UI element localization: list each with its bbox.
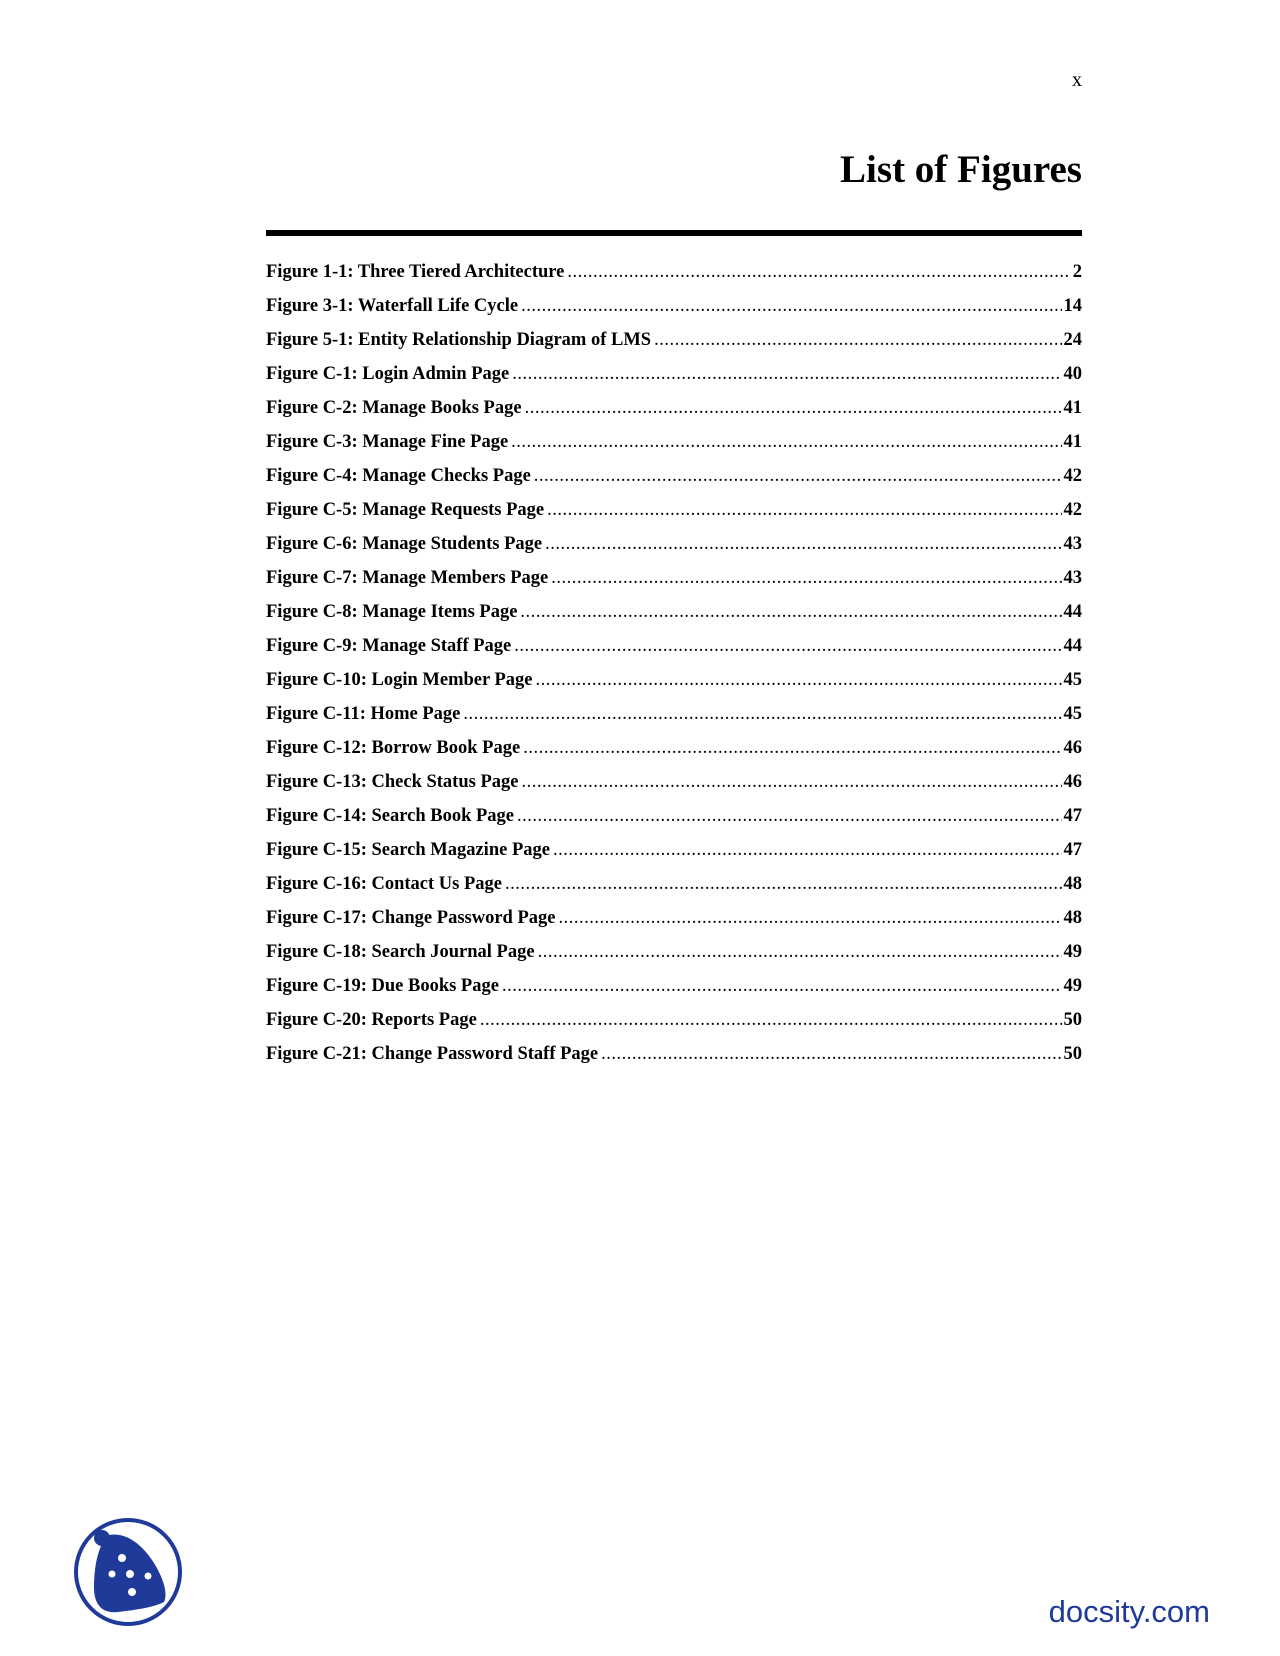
figure-entry[interactable] xyxy=(266,976,1082,1010)
dot-leader xyxy=(601,1044,1061,1065)
figure-entry-label: Figure C-5: Manage Requests Page xyxy=(266,500,545,520)
figure-entry-page: 44 xyxy=(1063,636,1082,656)
dot-leader xyxy=(521,772,1061,793)
logo-dot xyxy=(128,1588,136,1596)
figure-entry-page: 43 xyxy=(1063,568,1082,588)
figure-entry-page: 49 xyxy=(1063,976,1082,996)
figure-entry-page: 24 xyxy=(1063,330,1082,350)
dot-leader xyxy=(538,942,1062,963)
figure-entry-label: Figure 5-1: Entity Relationship Diagram of LMS xyxy=(266,330,652,350)
figure-entry-label: Figure C-7: Manage Members Page xyxy=(266,568,549,588)
figure-entry-page: 50 xyxy=(1063,1044,1082,1064)
dot-leader xyxy=(534,466,1062,487)
dot-leader xyxy=(654,330,1061,351)
dot-leader xyxy=(567,262,1070,283)
dot-leader xyxy=(502,976,1062,997)
figure-entry-page: 14 xyxy=(1063,296,1082,316)
figure-entry[interactable] xyxy=(266,432,1082,466)
figure-entry[interactable] xyxy=(266,296,1082,330)
dot-leader xyxy=(514,636,1061,657)
site-name[interactable]: docsity.com xyxy=(1048,1594,1210,1629)
dot-leader xyxy=(521,296,1061,317)
figure-entry[interactable] xyxy=(266,568,1082,602)
figure-entry-label: Figure C-8: Manage Items Page xyxy=(266,602,518,622)
figure-entry[interactable] xyxy=(266,602,1082,636)
dot-leader xyxy=(520,602,1061,623)
figure-entry-label: Figure C-20: Reports Page xyxy=(266,1010,477,1030)
figure-entry[interactable] xyxy=(266,670,1082,704)
figure-entry-page: 47 xyxy=(1063,840,1082,860)
figure-entry-page: 45 xyxy=(1063,670,1082,690)
dot-leader xyxy=(551,568,1061,589)
dot-leader xyxy=(480,1010,1062,1031)
dot-leader xyxy=(517,806,1061,827)
figure-entry-label: Figure C-15: Search Magazine Page xyxy=(266,840,550,860)
figure-entry-label: Figure C-11: Home Page xyxy=(266,704,461,724)
figure-entry-label: Figure C-13: Check Status Page xyxy=(266,772,519,792)
figure-entry-label: Figure C-18: Search Journal Page xyxy=(266,942,535,962)
logo-knob xyxy=(94,1530,110,1546)
figure-entry-label: Figure C-3: Manage Fine Page xyxy=(266,432,509,452)
title-divider xyxy=(266,230,1082,236)
dot-leader xyxy=(536,670,1062,691)
dot-leader xyxy=(545,534,1061,555)
figure-entry-page: 42 xyxy=(1063,466,1082,486)
logo-dot xyxy=(126,1570,134,1578)
figure-entry[interactable] xyxy=(266,874,1082,908)
figure-entry[interactable] xyxy=(266,534,1082,568)
figure-entry-label: Figure 1-1: Three Tiered Architecture xyxy=(266,262,565,282)
logo-dot xyxy=(145,1573,152,1580)
figure-entry-label: Figure C-17: Change Password Page xyxy=(266,908,556,928)
figure-entry[interactable] xyxy=(266,364,1082,398)
figure-entry[interactable] xyxy=(266,1010,1082,1044)
figure-entry[interactable] xyxy=(266,262,1082,296)
figure-entry-label: Figure C-16: Contact Us Page xyxy=(266,874,503,894)
figure-entry[interactable] xyxy=(266,908,1082,942)
figure-entry[interactable] xyxy=(266,1044,1082,1078)
figure-entry-page: 2 xyxy=(1072,262,1082,282)
figure-entry-page: 49 xyxy=(1063,942,1082,962)
figure-entry[interactable] xyxy=(266,806,1082,840)
dot-leader xyxy=(553,840,1062,861)
logo-dot xyxy=(118,1554,126,1562)
dot-leader xyxy=(523,738,1061,759)
figure-entry-label: Figure C-14: Search Book Page xyxy=(266,806,515,826)
figure-entry-page: 48 xyxy=(1063,874,1082,894)
figure-entry[interactable] xyxy=(266,398,1082,432)
figure-entry[interactable] xyxy=(266,942,1082,976)
figure-entry-page: 45 xyxy=(1063,704,1082,724)
figure-entry[interactable] xyxy=(266,636,1082,670)
figure-entry[interactable] xyxy=(266,330,1082,364)
figure-entry-label: Figure C-4: Manage Checks Page xyxy=(266,466,531,486)
figure-entry[interactable] xyxy=(266,466,1082,500)
dot-leader xyxy=(463,704,1061,725)
figure-entry-label: Figure C-9: Manage Staff Page xyxy=(266,636,512,656)
figure-entry-page: 46 xyxy=(1063,738,1082,758)
figure-entry-label: Figure C-19: Due Books Page xyxy=(266,976,499,996)
dot-leader xyxy=(525,398,1062,419)
figure-entry[interactable] xyxy=(266,840,1082,874)
figure-entry-page: 42 xyxy=(1063,500,1082,520)
figure-entry-label: Figure 3-1: Waterfall Life Cycle xyxy=(266,296,519,316)
figure-entry-label: Figure C-2: Manage Books Page xyxy=(266,398,522,418)
figure-entry-page: 44 xyxy=(1063,602,1082,622)
figure-entry[interactable] xyxy=(266,704,1082,738)
page-title: List of Figures xyxy=(840,148,1082,191)
figure-entry[interactable] xyxy=(266,500,1082,534)
page-number: x xyxy=(1072,69,1082,91)
figure-entry-page: 41 xyxy=(1063,398,1082,418)
figure-entry-page: 40 xyxy=(1063,364,1082,384)
figure-entry-page: 47 xyxy=(1063,806,1082,826)
figure-entry-label: Figure C-21: Change Password Staff Page xyxy=(266,1044,599,1064)
dot-leader xyxy=(547,500,1061,521)
figure-entry-label: Figure C-10: Login Member Page xyxy=(266,670,533,690)
figure-entry-label: Figure C-12: Borrow Book Page xyxy=(266,738,521,758)
figure-entry[interactable] xyxy=(266,772,1082,806)
figure-entry-page: 41 xyxy=(1063,432,1082,452)
figure-list xyxy=(266,262,1082,1078)
figure-entry[interactable] xyxy=(266,738,1082,772)
figure-entry-page: 43 xyxy=(1063,534,1082,554)
dot-leader xyxy=(505,874,1061,895)
figure-entry-label: Figure C-1: Login Admin Page xyxy=(266,364,510,384)
figure-entry-page: 46 xyxy=(1063,772,1082,792)
dot-leader xyxy=(558,908,1061,929)
docsity-logo-icon[interactable] xyxy=(72,1516,184,1628)
dot-leader xyxy=(512,364,1061,385)
dot-leader xyxy=(511,432,1061,453)
logo-dot xyxy=(109,1571,116,1578)
figure-entry-label: Figure C-6: Manage Students Page xyxy=(266,534,543,554)
figure-entry-page: 48 xyxy=(1063,908,1082,928)
figure-entry-page: 50 xyxy=(1063,1010,1082,1030)
